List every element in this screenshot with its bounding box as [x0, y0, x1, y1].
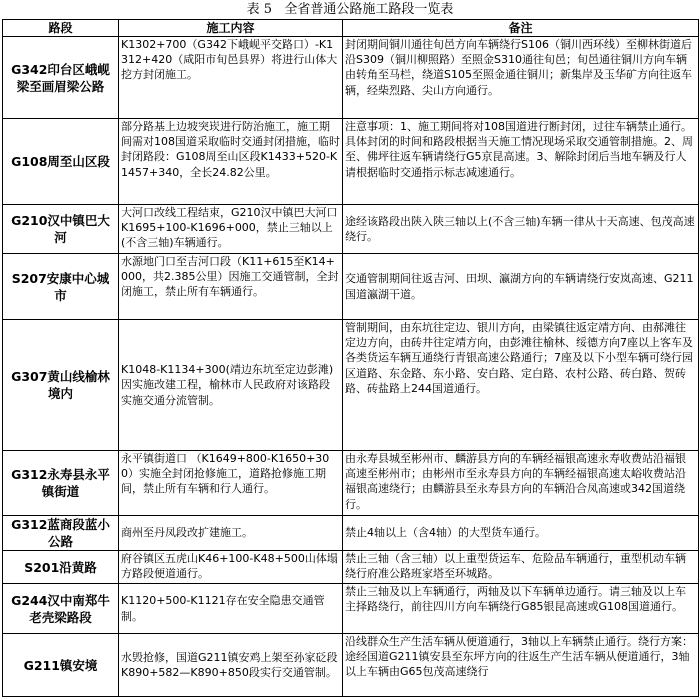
segment-cell: G312蓝商段蓝小公路: [3, 516, 119, 551]
table-row: [3, 205, 699, 254]
table-row: [3, 37, 699, 119]
table-row: [3, 551, 699, 584]
table-row: [3, 516, 699, 551]
content-cell: 水毁抢修，国道G211镇安鸡上架至孙家砭段K890+582—K890+850段实行交通管制。: [119, 634, 343, 697]
table-row: [3, 584, 699, 634]
content-cell: 永平镇街道口 （K1649+800-K1650+300）实施全封闭抢修施工，道路抢修施工期间，禁止所有车辆和行人通行。: [119, 451, 343, 516]
content-cell: 部分路基上边坡突崁进行防治施工，施工期间需对108国道采取临时交通封闭措施，临时封闭路段：G108周至山区段K1433+520-K1457+340，全长24.82公里。: [119, 119, 343, 205]
note-cell: 封闭期间铜川通往旬邑方向车辆绕行S106（铜川西环线）至柳林街道后沿S309（铜川柳照路）至照金S310通往旬邑；旬邑通往铜川方向车辆由转角至马栏，绕道S105至照金通往铜川；新集岸及玉华矿方向往返车辆，经柴烈路、尖山方向通行。: [343, 37, 699, 119]
header-content: 施工内容: [119, 20, 343, 37]
segment-cell: G108周至山区段: [3, 119, 119, 205]
table-row: [3, 320, 699, 451]
segment-cell: G342印台区峨岘梁至画眉梁公路: [3, 37, 119, 119]
note-cell: 注意事项：1、施工期间将对108国道进行断封闭，过往车辆禁止通行。具体封闭的时间和路段根据当天施工情况现场采取交通管制措施。2、周至、佛坪往返车辆请绕行G5京昆高速。3、解除封闭后当地车辆及行人请根据临时交通指示标志减速通行。: [343, 119, 699, 205]
content-cell: K1302+700（G342下峨岘平交路口）-K1312+420（咸阳市旬邑县界）将进行山体大挖方封闭施工。: [119, 37, 343, 119]
table-caption: 表 5 全省普通公路施工路段一览表: [246, 2, 454, 17]
table-header-row: [3, 20, 699, 37]
table-row: [3, 634, 699, 697]
segment-cell: G244汉中南郑牛老壳梁路段: [3, 584, 119, 634]
table-row: [3, 254, 699, 320]
note-cell: 沿线群众生产生活车辆从便道通行，3轴以上车辆禁止通行。绕行方案：途经国道G211镇安县至东坪方向的往返生产生活车辆从便道通行，3轴以上车辆由G65包茂高速绕行: [343, 634, 699, 697]
content-cell: 大河口改线工程结束，G210汉中镇巴大河口K1695+100-K1696+000，禁止三轴以上(不含三轴)车辆通行。: [119, 205, 343, 254]
content-cell: 府谷镇区五虎山K46+100-K48+500山体塌方路段便道通行。: [119, 551, 343, 584]
content-cell: 商州至丹凤段改扩建施工。: [119, 516, 343, 551]
note-cell: 禁止三轴（含三轴）以上重型货运车、危险品车辆通行，重型机动车辆绕行府准公路班家塔至环城路。: [343, 551, 699, 584]
table-row: [3, 119, 699, 205]
header-segment: 路段: [3, 20, 119, 37]
segment-cell: G211镇安境: [3, 634, 119, 697]
note-cell: 途经该路段出陕入陕三轴以上(不含三轴)车辆一律从十天高速、包茂高速绕行。: [343, 205, 699, 254]
note-cell: 由永寿县城至彬州市、麟游县方向的车辆经福银高速永寿收费站沿福银高速至彬州市；由彬州市至永寿县方向的车辆经福银高速太峪收费站沿福银高速绕行；由麟游县至永寿县方向的车辆沿合凤高速或342国道绕行。: [343, 451, 699, 516]
segment-cell: S207安康中心城市: [3, 254, 119, 320]
note-cell: 交通管制期间往返吉河、田坝、瀛湖方向的车辆请绕行安岚高速、G211国道瀛湖干道。: [343, 254, 699, 320]
segment-cell: G307黄山线榆林境内: [3, 320, 119, 451]
table-row: [3, 451, 699, 516]
note-cell: 禁止4轴以上（含4轴）的大型货车通行。: [343, 516, 699, 551]
content-cell: K1048-K1134+300(靖边东坑至定边彭滩)因实施改建工程，榆林市人民政府对该路段实施交通分流管制。: [119, 320, 343, 451]
content-cell: K1120+500-K1121存在安全隐患交通管制。: [119, 584, 343, 634]
segment-cell: G210汉中镇巴大河: [3, 205, 119, 254]
note-cell: 禁止三轴及以上车辆通行，两轴及以下车辆单边通行。请三轴及以上车主择路绕行，前往四川方向车辆绕行G85银昆高速或G108国道通行。: [343, 584, 699, 634]
segment-cell: S201沿黄路: [3, 551, 119, 584]
segment-cell: G312永寿县永平镇街道: [3, 451, 119, 516]
content-cell: 水源地门口至吉河口段（K11+615至K14+000，共2.385公里）因施工交通管制，全封闭施工，禁止所有车辆通行。: [119, 254, 343, 320]
construction-table: [2, 19, 699, 697]
note-cell: 管制期间，由东坑往定边、银川方向，由梁镇往返定靖方向、由郝滩往定边方向，由砖井往定靖方向，由彭滩往榆林、绥德方向7座以上客车及各类货运车辆互通绕行青银高速公路通行；7座及以下小型车辆可绕行园区道路、东金路、东小路、安白路、定白路、农村公路、砖白路、贺砖路、砖盐路上244国道通行。: [343, 320, 699, 451]
header-note: 备注: [343, 20, 699, 37]
